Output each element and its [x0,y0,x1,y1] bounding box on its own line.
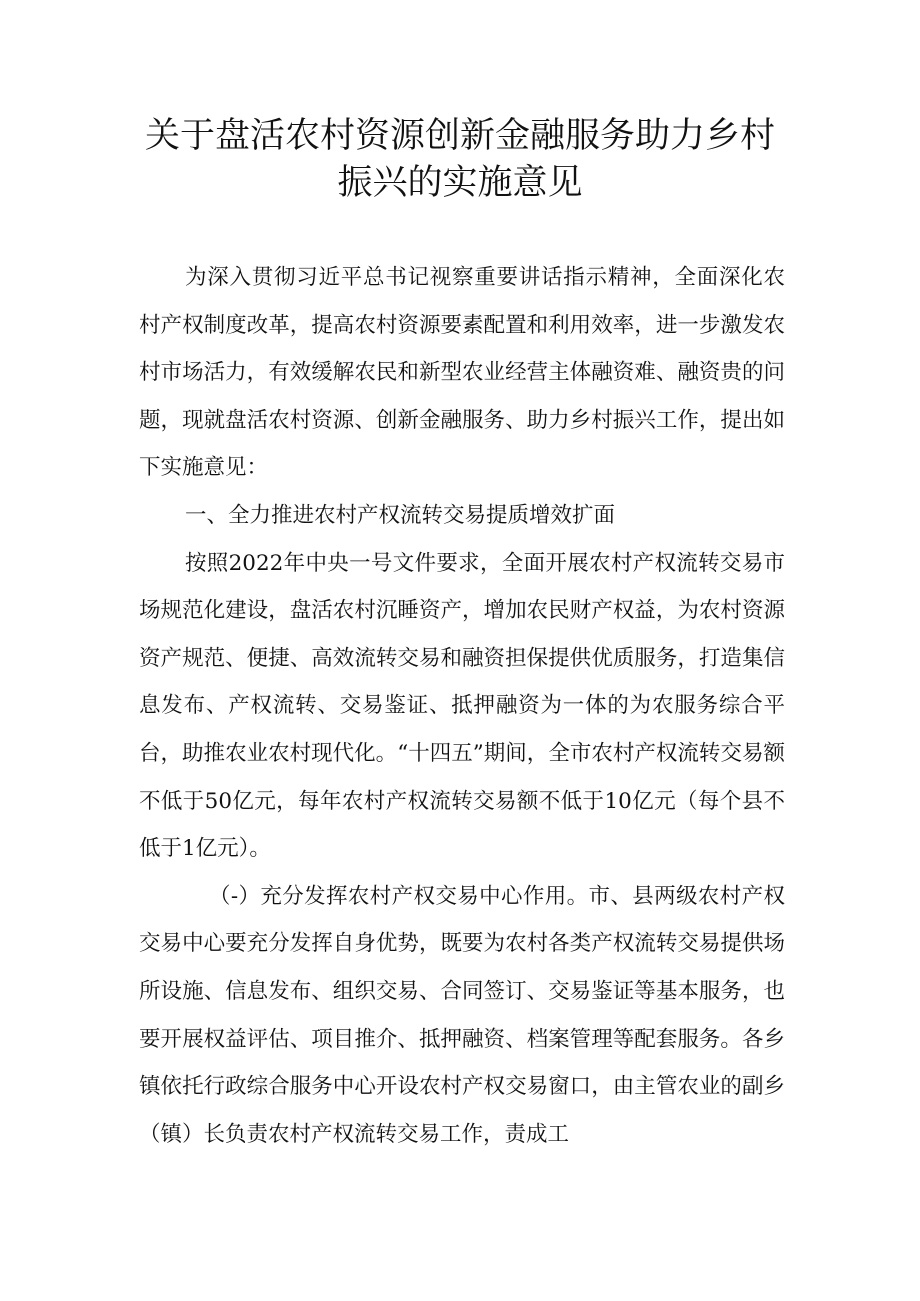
section-heading-1: 一、全力推进农村产权流转交易提质增效扩面 [185,502,616,528]
document-title-line-1: 关于盘活农村资源创新金融服务助力乡村 [144,116,775,156]
section-1-paragraph: 按照2022年中央一号文件要求，全面开展农村产权流转交易市场规范化建设，盘活农村沉睡资产，增加农民财产权益，为农村资源资产规范、便捷、高效流转交易和融资担保提供优质服务，打造集信息发布、产权流转、交易鉴证、抵押融资为一体的为农服务综合平台，助推农业农村现代化。“十四五”期间，全市农村产权流转交易额不低于50亿元，每年农村产权流转交易额不低于10亿元（每个县不低于1亿元）。 [139,550,785,862]
intro-paragraph: 为深入贯彻习近平总书记视察重要讲话指示精神，全面深化农村产权制度改革，提高农村资源要素配置和利用效率，进一步激发农村市场活力，有效缓解农民和新型农业经营主体融资难、融资贵的问题，现就盘活农村资源、创新金融服务、助力乡村振兴工作，提出如下实施意见： [139,265,785,481]
document-body [139,254,785,1158]
subsection-1-paragraph: （-）充分发挥农村产权交易中心作用。市、县两级农村产权交易中心要充分发挥自身优势，既要为农村各类产权流转交易提供场所设施、信息发布、组织交易、合同签订、交易鉴证等基本服务，也要开展权益评估、项目推介、抵押融资、档案管理等配套服务。各乡镇依托行政综合服务中心开设农村产权交易窗口，由主管农业的副乡（镇）长负责农村产权流转交易工作，责成工 [139,883,785,1147]
document-title-line-2: 振兴的实施意见 [337,163,583,203]
